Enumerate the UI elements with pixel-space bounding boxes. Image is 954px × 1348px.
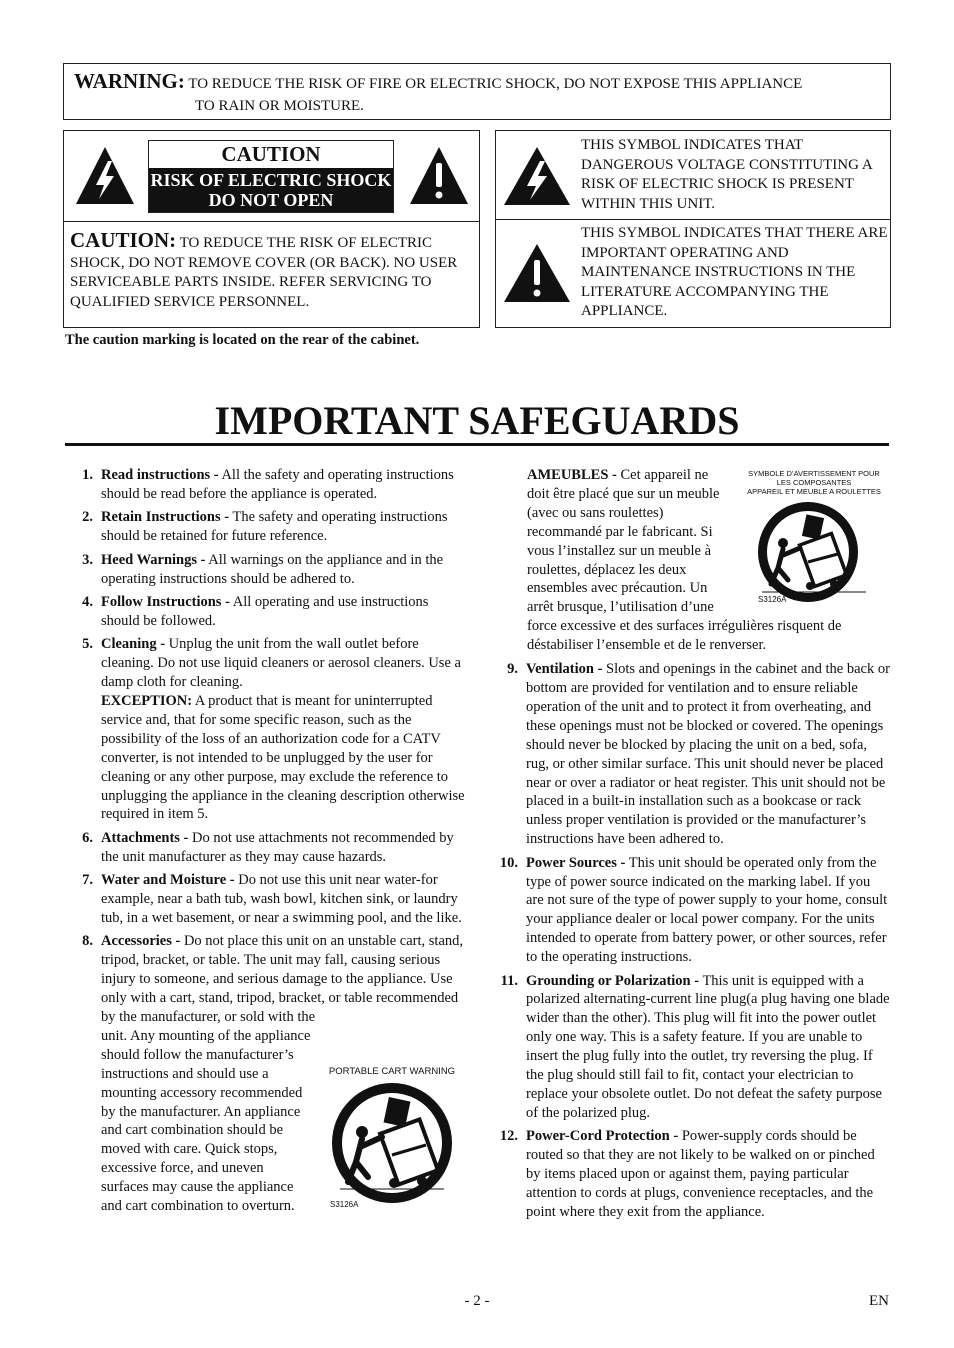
item-number: 12. [499, 1128, 518, 1145]
item-number: 2. [82, 509, 93, 526]
item-heading: Heed Warnings - [101, 551, 206, 568]
item-number: 9. [507, 661, 518, 678]
language-code: EN [869, 1293, 889, 1309]
portable-cart-warning [322, 1066, 462, 1210]
ameubles-text: Cet appareil ne doit être placé que sur un meuble (avec ou sans roulettes) recommandé par le fabricant. Si vous l’installez sur un meuble à roulettes, déplacez les deux ensembles avec précaution. Un arrêt brusque, l’utilisation d’une [527, 467, 720, 616]
caution-body: TO REDUCE THE RISK OF ELECTRIC SHOCK, DO NOT REMOVE COVER (OR BACK). NO USER SERVICEABLE PARTS INSIDE. REFER SERVICING TO QUALIFIED SERVICE PERSONNEL. [70, 235, 458, 310]
list-item [65, 593, 465, 631]
warning-heading: WARNING: [74, 69, 185, 93]
item-text: Do not use this unit near water-for example, near a bath tub, wash bowl, kitchen sink, or laundry tub, in a wet basement, or near a swimming pool, and the like. [101, 872, 462, 926]
item-number: 8. [82, 933, 93, 950]
item-text: Do not place this unit on an unstable cart, stand, tripod, bracket, or table. The unit may fall, causing serious injury to someone, and serious damage to the appliance. Use only with a cart, stand, tripod, bracket, or table recommended by the manufacturer, or sold with the [101, 933, 463, 1025]
title-rule [65, 443, 889, 446]
symbol-row-instructions [496, 220, 890, 327]
item-text: All operating and use instructions should be followed. [101, 593, 429, 629]
caution-label-area [64, 131, 479, 222]
caution-label [148, 140, 394, 213]
caution-label-title: CAUTION [221, 142, 321, 166]
cart-warning-icon [322, 1077, 462, 1205]
cart-caption-line3: APPAREIL ET MEUBLE A ROULETTES [747, 487, 881, 496]
cart-caption-line1: SYMBOLE D’AVERTISSEMENT POUR [748, 469, 880, 478]
warning-text-1: TO REDUCE THE RISK OF FIRE OR ELECTRIC SHOCK, DO NOT EXPOSE THIS APPLIANCE [188, 76, 803, 92]
item-heading: Read instructions - [101, 467, 219, 483]
item-heading: Power Sources - [526, 854, 626, 871]
item-heading: Follow Instructions - [101, 593, 230, 610]
caution-label-line2: DO NOT OPEN [208, 190, 334, 210]
item-heading: Retain Instructions - [101, 509, 230, 526]
item-number: 4. [82, 593, 93, 610]
item-text: Unplug the unit from the wall outlet before cleaning. Do not use liquid cleaners or aerosol cleaners. Use a damp cloth for cleaning. [101, 636, 461, 691]
caution-box [63, 130, 480, 328]
list-item [65, 508, 465, 546]
list-item [490, 660, 890, 849]
item-text: All warnings on the appliance and in the operating instructions should be adhered to. [101, 551, 444, 587]
caution-label-line1: RISK OF ELECTRIC SHOCK [150, 170, 392, 190]
warning-line1 [74, 70, 880, 95]
item-number: 1. [82, 467, 93, 483]
item-heading: Ventilation - [526, 661, 603, 678]
list-item [65, 635, 465, 824]
list-item [490, 854, 890, 967]
item-text: This unit should be operated only from the type of power source indicated on the marking label. If you are not sure of the type of power supply to your home, consult your appliance dealer or local power company. For the units intended to operate from battery power, or other sources, refer to the operating instructions. [526, 854, 888, 966]
cart-code: S3126A [758, 595, 787, 604]
exclamation-symbol-icon [502, 242, 572, 304]
page-number: - 2 - [464, 1293, 490, 1309]
item-number: 3. [82, 551, 93, 568]
symbol-voltage-text: THIS SYMBOL INDICATES THAT DANGEROUS VOLTAGE CONSTITUTING A RISK OF ELECTRIC SHOCK IS PRESENT WITHIN THIS UNIT. [581, 137, 872, 212]
cart-caption-line2: LES COMPOSANTES [776, 478, 852, 487]
item-text: The safety and operating instructions should be retained for future reference. [101, 509, 448, 545]
item-heading: Power-Cord Protection - [526, 1128, 679, 1145]
ameubles-heading: AMEUBLES - [527, 467, 617, 483]
symbol-box [495, 130, 891, 328]
symbol-instructions-text: THIS SYMBOL INDICATES THAT THERE ARE IMPORTANT OPERATING AND MAINTENANCE INSTRUCTIONS IN THE LITERATURE ACCOMPANYING THE APPLIANCE. [581, 225, 888, 319]
caution-text [70, 228, 476, 312]
list-item [490, 972, 890, 1123]
item-heading: Grounding or Polarization - [526, 972, 700, 989]
caution-heading: CAUTION: [70, 228, 177, 252]
page-title: IMPORTANT SAFEGUARDS [214, 398, 740, 443]
warning-box [63, 63, 891, 120]
cart-caption: PORTABLE CART WARNING [328, 1066, 456, 1077]
list-item [490, 1127, 890, 1222]
cart-warning-fr [738, 469, 890, 613]
caution-label-black [149, 168, 393, 212]
item-text: This unit is equipped with a polarized alternating-current line plug(a plug having one blade wider than the other). This plug will fit into the power outlet only one way. This is a safety feature. If you are unable to insert the plug fully into the outlet, try reversing the plug. If the plug should still fail to fit, contact your electrician to replace your obsolete outlet. Do not defeat the safety purpose of the polarized plug. [526, 972, 890, 1121]
list-item [65, 829, 465, 867]
item-text: Slots and openings in the cabinet and the back or bottom are provided for ventilation and to ensure reliable operation of the unit and to protect it from overheating, and these openings must not be blocked or covered. The openings should never be blocked by placing the unit on a bed, sofa, rug, or other similar surface. This unit should never be placed near or over a radiator or heat register. This unit should not be placed in a built-in installation such as a bookcase or rack unless proper ventilation is provided or the manufacturer’s instructions have been adhered to. [526, 661, 890, 848]
item-heading: Water and Moisture - [101, 872, 235, 889]
exception-heading: EXCEPTION: [101, 692, 193, 709]
warning-text-2: TO RAIN OR MOISTURE. [195, 98, 364, 114]
item-text: Do not use attachments not recommended by the unit manufacturer as they may cause hazards. [101, 829, 454, 865]
cabinet-note: The caution marking is located on the rear of the cabinet. [65, 332, 420, 348]
lightning-symbol-icon [502, 145, 572, 207]
item-number: 7. [82, 872, 93, 889]
cart-warning-fr-icon [748, 496, 900, 608]
exclamation-warning-icon [408, 145, 470, 207]
lightning-warning-icon [74, 145, 136, 207]
list-item [65, 871, 465, 928]
item-number: 10. [499, 854, 518, 871]
ameubles-text-continued: force excessive et des surfaces irrégulières risquent de déstabiliser l’ensemble et de le renverser. [527, 618, 842, 654]
cart-code: S3126A [330, 1200, 359, 1209]
item-number: 11. [500, 972, 518, 989]
symbol-row-voltage [496, 131, 890, 220]
item-number: 5. [82, 636, 93, 653]
item-text-continued: unit. Any mounting of the appliance should follow the manufacturer’s instructions and should use a mounting accessory recommended by the manufacturer. An appliance and cart combination should be moved with care. Quick stops, excessive force, and uneven surfaces may cause the appliance and cart combination to overturn. [101, 1027, 311, 1215]
item-text: All the safety and operating instructions should be read before the appliance is operated. [101, 467, 454, 502]
exception-text: A product that is meant for uninterrupted service and, that for some specific reason, such as the possibility of the loss of an authorization code for a CATV converter, is not intended to be unplugged by the user for cleaning or any other purpose, may exclude the reference to unplugging the appliance in the cleaning description otherwise required in item 5. [101, 692, 465, 823]
item-heading: Cleaning - [101, 636, 166, 653]
item-text: Power-supply cords should be routed so that they are not likely to be walked on or pinched by items placed upon or against them, paying particular attention to cords at plugs, convenience receptacles, and the point where they exit from the appliance. [526, 1128, 875, 1220]
item-heading: Accessories - [101, 933, 181, 950]
list-item [65, 466, 465, 504]
item-number: 6. [82, 829, 93, 846]
list-item [65, 551, 465, 589]
item-heading: Attachments - [101, 829, 189, 846]
